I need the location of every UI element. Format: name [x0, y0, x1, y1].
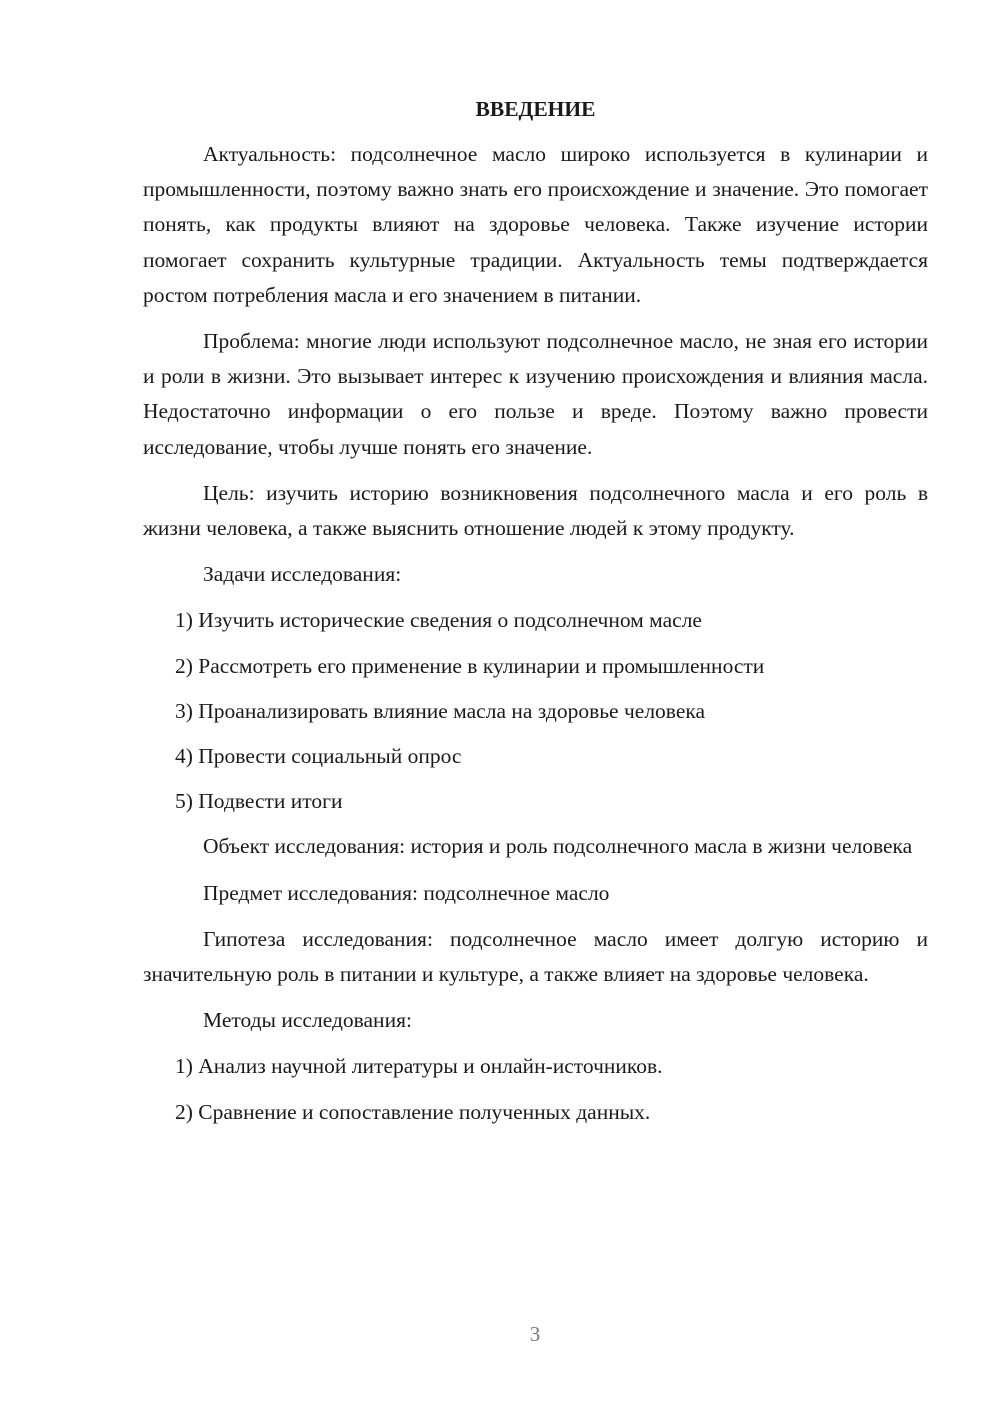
task-item: 2) Рассмотреть его применение в кулинарии и промышленности — [175, 653, 765, 678]
subject-paragraph: Предмет исследования: подсолнечное масло — [203, 880, 610, 905]
method-item: 1) Анализ научной литературы и онлайн-источников. — [175, 1054, 663, 1079]
page-number: 3 — [529, 1322, 541, 1346]
page-title: ВВЕДЕНИЕ — [475, 97, 596, 121]
object-paragraph: Объект исследования: история и роль подсолнечного масла в жизни человека — [203, 834, 913, 859]
task-item: 5) Подвести итоги — [175, 789, 343, 814]
tasks-heading: Задачи исследования: — [203, 562, 402, 587]
task-item: 1) Изучить исторические сведения о подсолнечном масле — [175, 608, 702, 633]
method-item: 2) Сравнение и сопоставление полученных данных. — [175, 1099, 651, 1124]
problem-paragraph: Проблема: многие люди используют подсолнечное масло, не зная его истории и роли в жизни. Это вызывает интерес к изучению происхождения и влияния масла. Недостаточно информации о его пользе и вреде. Поэтому важно провести исследование, чтобы лучше понять его значение. — [143, 329, 928, 459]
tasks-list — [143, 603, 928, 819]
document-page — [143, 92, 928, 1140]
goal-paragraph: Цель: изучить историю возникновения подсолнечного масла и его роль в жизни человека, а также выяснить отношение людей к этому продукту. — [143, 480, 928, 541]
task-item: 4) Провести социальный опрос — [175, 744, 462, 769]
hypothesis-paragraph: Гипотеза исследования: подсолнечное масло имеет долгую историю и значительную роль в питании и культуре, а также влияет на здоровье человека. — [143, 926, 928, 987]
methods-heading: Методы исследования: — [203, 1008, 412, 1033]
task-item: 3) Проанализировать влияние масла на здоровье человека — [175, 698, 706, 723]
methods-list — [143, 1049, 928, 1129]
relevance-paragraph: Актуальность: подсолнечное масло широко используется в кулинарии и промышленности, поэтому важно знать его происхождение и значение. Это помогает понять, как продукты влияют на здоровье человека. Также изучение истории помогает сохранить культурные традиции. Актуальность темы подтверждается ростом потребления масла и его значением в питании. — [143, 142, 928, 307]
